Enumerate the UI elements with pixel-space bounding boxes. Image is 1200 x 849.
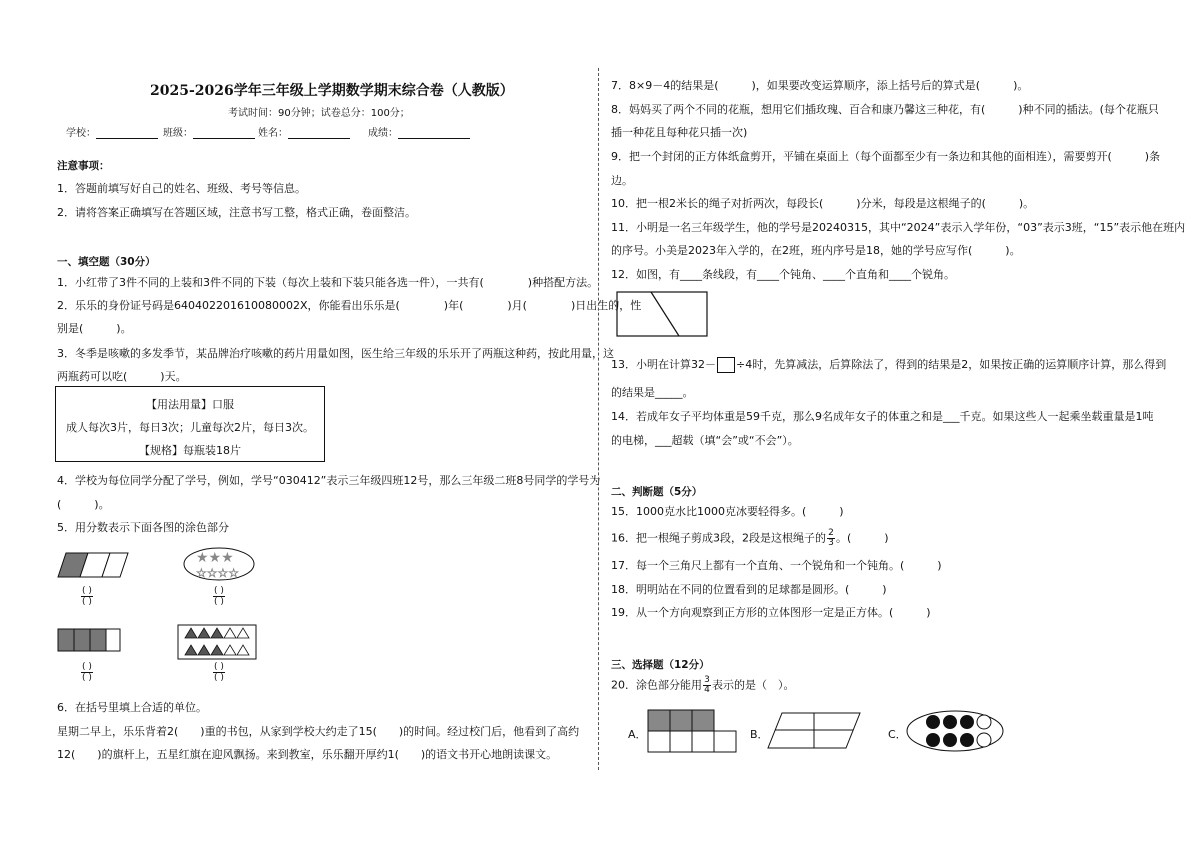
question-4: 4．学校为每位同学分配了学号，例如，学号“030412”表示三年级四班12号，那么三年级二班8号同学的学号为	[57, 474, 601, 487]
question-3-cont: 两瓶药可以吃( )天。	[57, 370, 187, 383]
question-18: 18．明明站在不同的位置看到的足球都是圆形。( )	[611, 583, 887, 596]
question-8-cont: 插一种花且每种花只插一次)	[611, 126, 748, 139]
question-9: 9．把一个封闭的正方体纸盒剪开，平铺在桌面上（每个面都至少有一条边和其他的面相连），需要剪开( )条	[611, 150, 1161, 163]
dosage-box	[55, 386, 325, 462]
field-school: 学校：	[66, 124, 158, 139]
question-1: 1．小红带了3件不同的上装和3件不同的下装（每次上装和下装只能各选一件），一共有( )种搭配方法。	[57, 276, 599, 289]
question-19: 19．从一个方向观察到正方形的立体图形一定是正方体。( )	[611, 606, 931, 619]
spec-line: 【规格】每瓶装18片	[139, 444, 241, 457]
note-item: 2．请将答案正确填写在答题区域，注意书写工整，格式正确，卷面整洁。	[57, 206, 416, 219]
question-2: 2．乐乐的身份证号码是640402201610080002X，你能看出乐乐是( )年( )月( )日出生的，性	[57, 299, 642, 312]
question-6: 6．在括号里填上合适的单位。	[57, 701, 207, 714]
fraction-blank: ( ) ( )	[214, 586, 224, 607]
option-b-label: B．	[750, 728, 769, 741]
svg-text:☆☆☆☆: ☆☆☆☆	[196, 566, 240, 580]
note-item: 1．答题前填写好自己的姓名、班级、考号等信息。	[57, 182, 306, 195]
stars-oval-figure	[183, 546, 255, 582]
field-class: 班级：	[163, 124, 255, 139]
question-13-cont: 的结果是_____。	[611, 386, 694, 399]
page-title: 2025-2026学年三年级上学期数学期末综合卷（人教版）	[150, 83, 514, 99]
question-16: 16．把一根绳子剪成3段，2段是这根绳子的 $\frac{2}{3}$ 。( )	[611, 528, 889, 548]
triangles-figure	[178, 625, 258, 661]
option-a-label: A．	[628, 728, 647, 741]
squares-figure	[58, 628, 122, 654]
question-2-cont: 别是( )。	[57, 322, 132, 335]
rectangle-segment-figure	[617, 292, 709, 338]
parallelogram-figure	[58, 552, 128, 578]
question-11-cont: 的序号。小美是2023年入学的，在2班，班内序号是18，她的学号应写作( )。	[611, 244, 1021, 257]
question-6-text: 12( )的旗杆上，五星红旗在迎风飘扬。来到教室，乐乐翻开厚约1( )的语文书开心地朗读课文。	[57, 748, 558, 761]
question-11: 11．小明是一名三年级学生，他的学号是20240315，其中“2024”表示入学年份，“03”表示3班，“15”表示他在班内	[611, 221, 1186, 234]
fraction-blank: ( ) ( )	[82, 586, 92, 607]
question-6-text: 星期二早上，乐乐背着2( )重的书包，从家到学校大约走了15( )的时间。经过校门后，他看到了高约	[57, 725, 580, 738]
fraction-blank: ( ) ( )	[214, 662, 224, 683]
question-14: 14．若成年女子平均体重是59千克，那么9名成年女子的体重之和是___千克。如果这些人一起乘坐载重量是1吨	[611, 410, 1154, 423]
fraction-two-thirds: $\frac{2}{3}$	[828, 528, 834, 548]
fraction-blank: ( ) ( )	[82, 662, 92, 683]
section2-heading: 二、判断题（5分）	[611, 486, 703, 498]
question-3: 3．冬季是咳嗽的多发季节，某品牌治疗咳嗽的药片用量如图，医生给三年级的乐乐开了两瓶这种药，按此用量，这	[57, 347, 614, 360]
question-12: 12．如图，有____条线段，有____个钝角、____个直角和____个锐角。	[611, 268, 955, 281]
question-14-cont: 的电梯，___超载（填“会”或“不会”）。	[611, 434, 799, 447]
question-4-cont: ( )。	[57, 498, 110, 511]
question-17: 17．每一个三角尺上都有一个直角、一个锐角和一个钝角。( )	[611, 559, 942, 572]
field-name: 姓名：	[258, 124, 350, 139]
question-7: 7．8×9－4的结果是( )，如果要改变运算顺序，添上括号后的算式是( )。	[611, 79, 1029, 92]
question-9-cont: 边。	[611, 174, 633, 187]
blank-box	[717, 357, 735, 373]
question-15: 15．1000克水比1000克冰要轻得多。( )	[611, 505, 844, 518]
option-c-figure	[905, 709, 1005, 753]
option-b-figure	[768, 712, 862, 750]
exam-info: 考试时间：90分钟；试卷总分：100分；	[228, 108, 410, 119]
svg-text:★★★: ★★★	[196, 550, 234, 566]
dosage-line: 成人每次3片，每日3次；儿童每次2片，每日3次。	[66, 421, 314, 434]
question-8: 8．妈妈买了两个不同的花瓶，想用它们插玫瑰、百合和康乃馨这三种花，有( )种不同的插法。(每个花瓶只	[611, 103, 1159, 116]
question-20: 20．涂色部分能用 $\frac{3}{4}$ 表示的是（ ）。	[611, 675, 795, 695]
option-a-figure	[648, 709, 738, 753]
fraction-three-quarters: $\frac{3}{4}$	[704, 675, 710, 695]
field-score: 成绩：	[368, 124, 470, 139]
notes-heading: 注意事项：	[57, 160, 110, 172]
section1-heading: 一、填空题（30分）	[57, 256, 156, 268]
column-divider	[598, 68, 599, 770]
question-10: 10．把一根2米长的绳子对折两次，每段长( )分米，每段是这根绳子的( )。	[611, 197, 1035, 210]
option-c-label: C．	[888, 728, 907, 741]
question-13: 13．小明在计算32－ ÷4时，先算减法，后算除法了，得到的结果是2，如果按正确的运算顺序计算，那么得到	[611, 358, 1167, 371]
dosage-line: 【用法用量】口服	[146, 398, 234, 411]
question-5: 5．用分数表示下面各图的涂色部分	[57, 521, 229, 534]
section3-heading: 三、选择题（12分）	[611, 659, 710, 671]
